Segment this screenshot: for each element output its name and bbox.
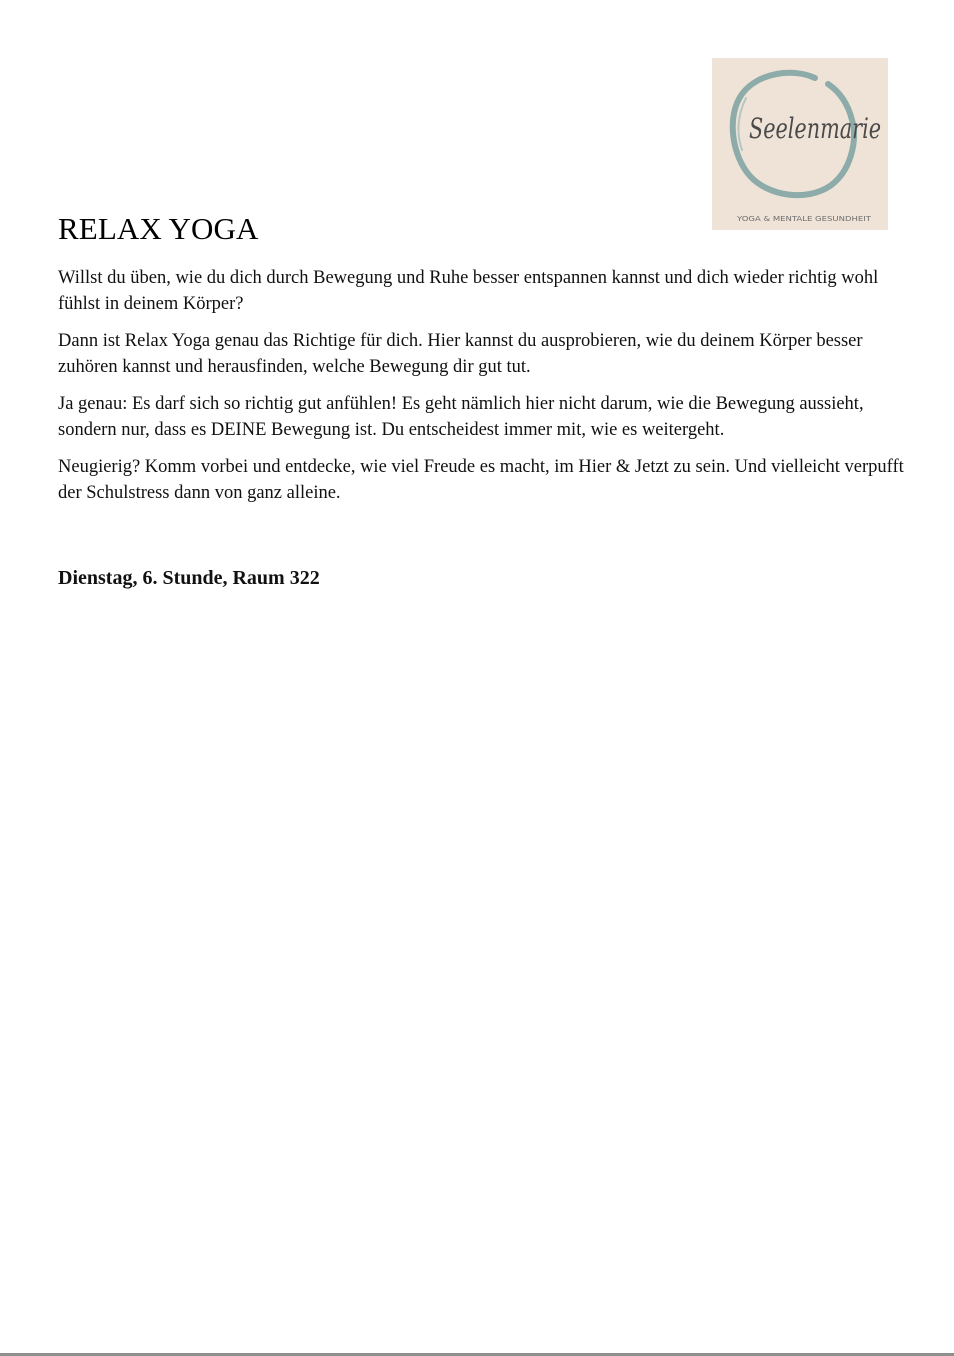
paragraph-intro: Willst du üben, wie du dich durch Bewegung und Ruhe besser entspannen kannst und dich wieder richtig wohl fühlst in deinem Körper?	[58, 268, 879, 314]
document-body	[58, 266, 908, 518]
logo-tagline: YOGA & MENTALE GESUNDHEIT	[735, 215, 873, 223]
paragraph-feeling: Ja genau: Es darf sich so richtig gut anfühlen! Es geht nämlich hier nicht darum, wie die Bewegung aussieht, sondern nur, dass es DEINE Bewegung ist. Du entscheidest immer mit, wie es weitergeht.	[58, 394, 864, 440]
document-title: RELAX YOGA	[58, 211, 259, 246]
enso-circle-icon	[712, 58, 888, 230]
schedule-info: Dienstag, 6. Stunde, Raum 322	[58, 567, 320, 589]
seelenmarie-logo	[712, 58, 888, 230]
logo-brand-text: Seelenmarie	[749, 112, 881, 145]
paragraph-invitation: Neugierig? Komm vorbei und entdecke, wie viel Freude es macht, im Hier & Jetzt zu sein. Und vielleicht verpufft der Schulstress dann von ganz alleine.	[58, 457, 904, 503]
paragraph-description: Dann ist Relax Yoga genau das Richtige für dich. Hier kannst du ausprobieren, wie du deinem Körper besser zuhören kannst und herausfinden, welche Bewegung dir gut tut.	[58, 331, 863, 377]
